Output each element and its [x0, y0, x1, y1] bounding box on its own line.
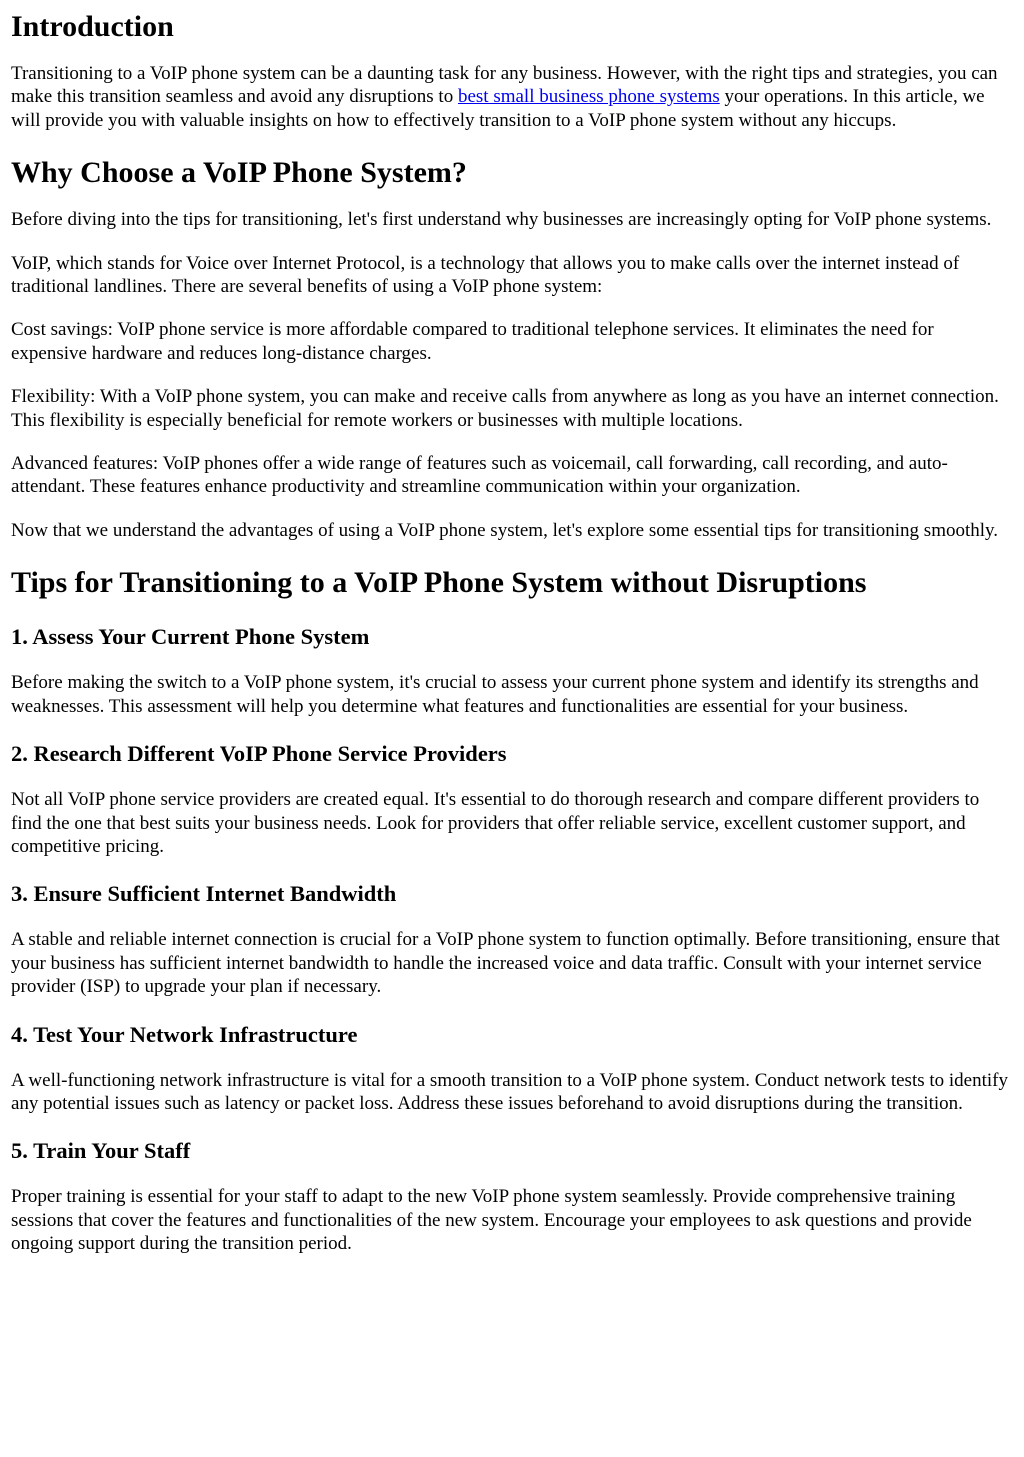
why-paragraph-1: Before diving into the tips for transitioning, let's first understand why businesses are increasingly opting for VoIP phone systems.	[11, 209, 992, 231]
tip-3-title: 3. Ensure Sufficient Internet Bandwidth	[11, 881, 397, 907]
tip-4-body: A well-functioning network infrastructure is vital for a smooth transition to a VoIP phone system. Conduct network tests to identify any potential issues such as latency or packet loss. Address these issues beforehand to avoid disruptions during the transition.	[11, 1069, 1008, 1114]
why-paragraph-conclusion: Now that we understand the advantages of using a VoIP phone system, let's explore some essential tips for transitioning smoothly.	[11, 519, 999, 541]
intro-heading: Introduction	[11, 10, 174, 43]
tip-5-body: Proper training is essential for your staff to adapt to the new VoIP phone system seamlessly. Provide comprehensive training sessions that cover the features and functionalities of the new system. Encourage your employees to ask questions and provide ongoing support during the transition period.	[11, 1186, 972, 1255]
intro-text-before: Transitioning to a VoIP phone system can be a daunting task for any business. However, with the right tips and strategies, you can make this transition seamless and avoid any disruptions to	[11, 63, 998, 108]
tip-5-title: 5. Train Your Staff	[11, 1138, 191, 1164]
phone-systems-link[interactable]: best small business phone systems	[457, 86, 720, 108]
tip-1-title: 1. Assess Your Current Phone System	[11, 624, 370, 650]
why-heading: Why Choose a VoIP Phone System?	[11, 156, 467, 190]
why-paragraph-2: VoIP, which stands for Voice over Internet Protocol, is a technology that allows you to make calls over the internet instead of traditional landlines. There are several benefits of using a VoIP phone system:	[11, 252, 960, 298]
tip-3-body: A stable and reliable internet connection is crucial for a VoIP phone system to function optimally. Before transitioning, ensure that your business has sufficient internet bandwidth to handle the increased voice and data traffic. Consult with your internet service provider (ISP) to upgrade your plan if necessary.	[11, 929, 1000, 998]
tip-2-body: Not all VoIP phone service providers are created equal. It's essential to do thorough research and compare different providers to find the one that best suits your business needs. Look for providers that offer reliable service, excellent customer support, and competitive pricing.	[11, 789, 980, 857]
benefit-flexibility: Flexibility: With a VoIP phone system, you can make and receive calls from anywhere as long as you have an internet connection. This flexibility is especially beneficial for remote workers or businesses with multiple locations.	[11, 386, 999, 431]
benefit-advanced-features: Advanced features: VoIP phones offer a wide range of features such as voicemail, call forwarding, call recording, and auto-attendant. These features enhance productivity and streamline communication within your organization.	[11, 453, 948, 498]
tip-1-body: Before making the switch to a VoIP phone system, it's crucial to assess your current phone system and identify its strengths and weaknesses. This assessment will help you determine what features and functionalities are essential for your business.	[11, 672, 979, 717]
benefit-cost-savings: Cost savings: VoIP phone service is more affordable compared to traditional telephone services. It eliminates the need for expensive hardware and reduces long-distance charges.	[11, 319, 934, 364]
article	[0, 9, 1024, 1256]
tips-heading: Tips for Transitioning to a VoIP Phone System without Disruptions	[11, 566, 867, 600]
intro-text-after: your operations. In this article, we will provide you with valuable insights on how to effectively transition to a VoIP phone system without any hiccups.	[11, 86, 985, 131]
tip-2-title: 2. Research Different VoIP Phone Service Providers	[11, 741, 507, 767]
tip-4-title: 4. Test Your Network Infrastructure	[11, 1021, 358, 1047]
intro-paragraph	[11, 62, 1014, 132]
